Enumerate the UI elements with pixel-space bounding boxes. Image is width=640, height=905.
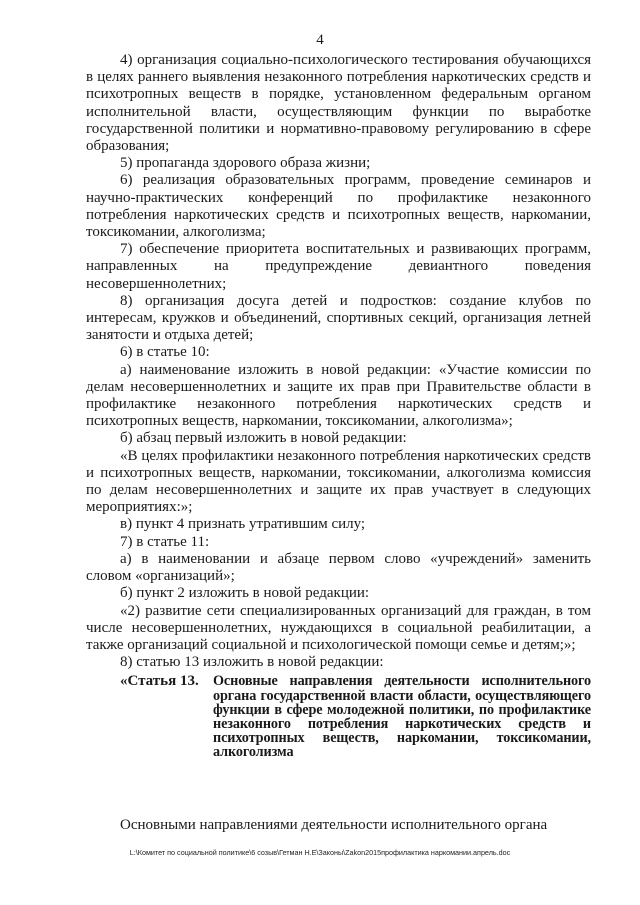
body-text <box>86 52 591 760</box>
page-number: 4 <box>316 32 324 48</box>
paragraph-item-8: 8) организация досуга детей и подростков: создание клубов по интересам, кружков и объединений, спортивных секций, организация летней занятости и отдыха детей; <box>86 292 591 344</box>
paragraph-11b: б) пункт 2 изложить в новой редакции: <box>120 585 370 602</box>
article-title: Основные направления деятельности исполнительного органа государственной власти области, осуществляющего функции в сфере молодежной политики, по профилактике незаконного потребления наркотических средств и психотропных веществ, наркомании, токсикомании, алкоголизма <box>213 673 591 761</box>
paragraph-10b: б) абзац первый изложить в новой редакции: <box>120 430 407 447</box>
last-paragraph: Основными направлениями деятельности исполнительного органа <box>120 817 548 833</box>
paragraph-11a: а) в наименовании и абзаце первом слово «учреждений» заменить словом «организаций»; <box>86 550 591 585</box>
paragraph-item-6: 6) реализация образовательных программ, проведение семинаров и научно-практических конференций по профилактике незаконного потребления наркотических средств и психотропных веществ, наркомании, токсикомании, алкоголизма; <box>86 172 591 241</box>
paragraph-article-10: 6) в статье 10: <box>120 344 210 361</box>
paragraph-item-7: 7) обеспечение приоритета воспитательных и развивающих программ, направленных на предупреждение девиантного поведения несовершеннолетних; <box>86 241 591 292</box>
paragraph-item-5: 5) пропаганда здорового образа жизни; <box>120 155 371 172</box>
article-13-heading <box>86 674 591 759</box>
paragraph-article-11: 7) в статье 11: <box>120 533 210 550</box>
paragraph-item-4: 4) организация социально-психологического тестирования обучающихся в целях раннего выявления незаконного потребления наркотических средств и психотропных веществ в порядке, установленном федеральным органом исполнительной власти, осуществляющим функции по выработке государственной политики и нормативно-правовому регулированию в сфере образования; <box>86 52 591 155</box>
paragraph-10a: а) наименование изложить в новой редакции: «Участие комиссии по делам несовершеннолетних и защите их прав при Правительстве области в профилактике незаконного потребления наркотических средств и психотропных веществ, наркомании, токсикомании, алкоголизма»; <box>86 361 591 430</box>
paragraph-article-13: 8) статью 13 изложить в новой редакции: <box>120 654 384 671</box>
paragraph-10b-quote: «В целях профилактики незаконного потребления наркотических средств и психотропных веществ, наркомании, токсикомании, алкоголизма комиссия по делам несовершеннолетних и защите их прав участвует в следующих мероприятиях:»; <box>86 447 591 516</box>
footer-file-path: L:\Комитет по социальной политике\6 созыв\Гетман Н.Е\Законы\Zakon2015профилактика наркомании.апрель.doc <box>129 848 511 857</box>
paragraph-10v: в) пункт 4 признать утратившим силу; <box>120 516 366 533</box>
paragraph-11b-quote: «2) развитие сети специализированных организаций для граждан, в том числе несовершеннолетних, нуждающихся в социальной реабилитации, а также организаций социальной и психологической помощи семье и детям;»; <box>86 602 591 653</box>
article-label: «Статья 13. <box>120 673 199 690</box>
